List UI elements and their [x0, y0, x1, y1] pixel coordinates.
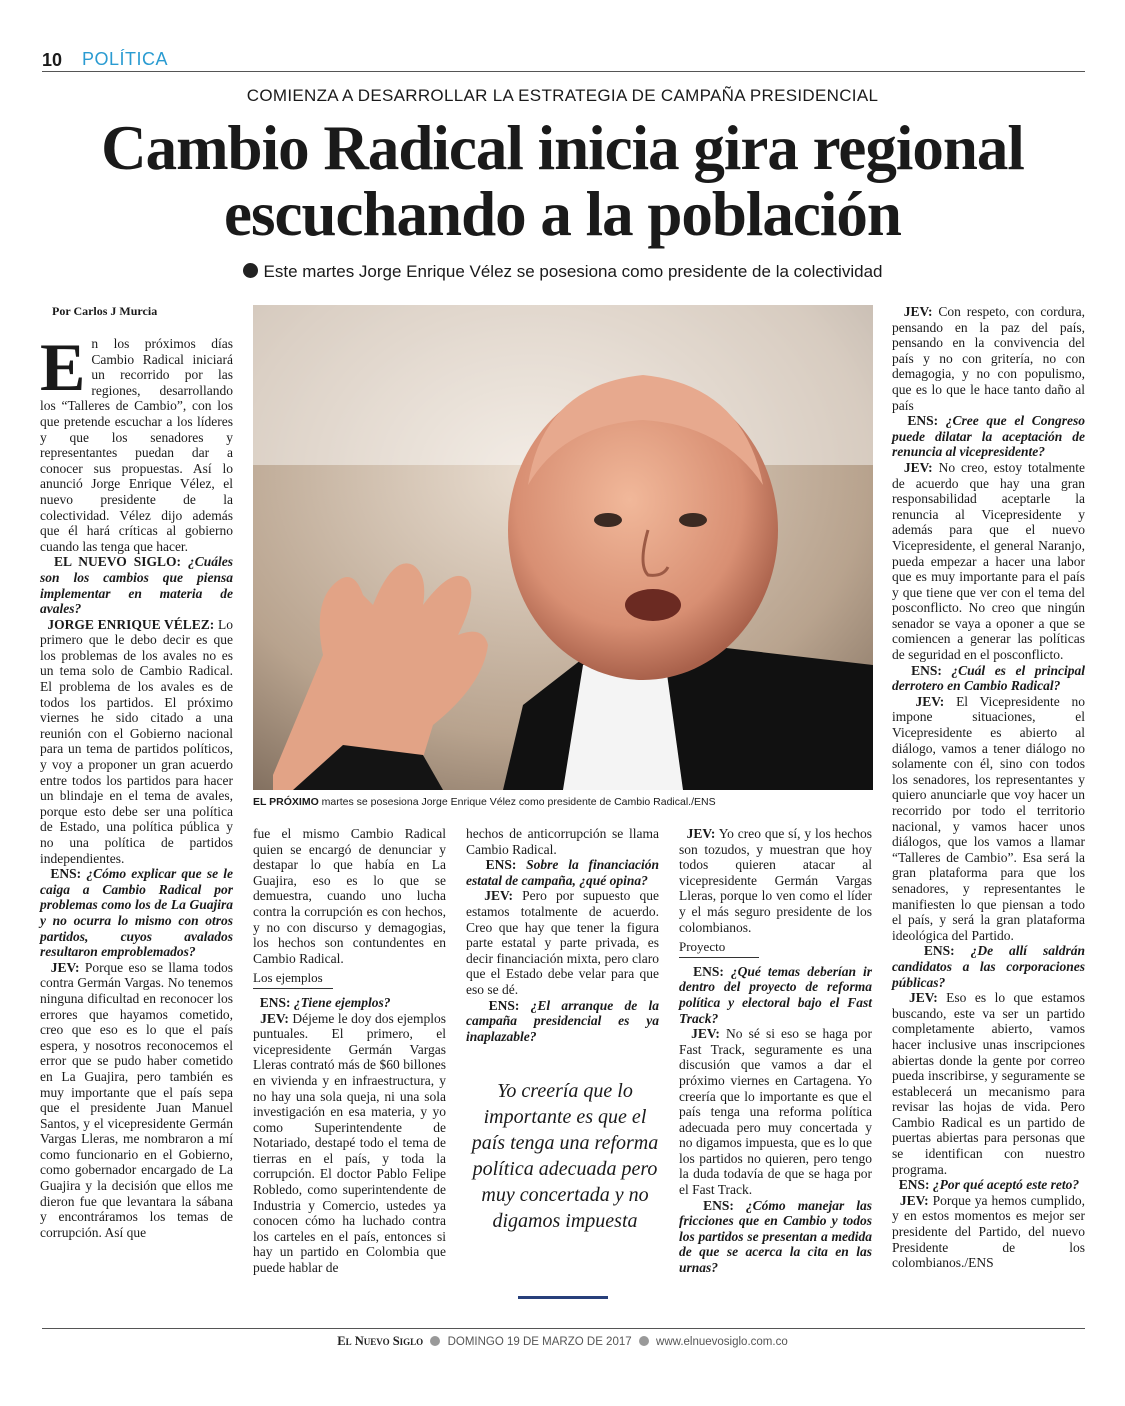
article-photo	[253, 305, 873, 790]
separator-dot-icon	[639, 1336, 649, 1346]
paragraph: hechos de anticorrupción se llama Cambio Radical.	[466, 826, 659, 857]
question: ENS: ¿Cuál es el principal derrotero en Cambio Radical?	[892, 662, 1086, 694]
question: ENS: ¿Cómo explicar que se le caiga a Cambio Radical por problemas como los de La Guajira y no ocurra lo mismo con otros partidos, cuyos avalados resultaron emproblemados?	[40, 866, 234, 960]
headline-line-1: Cambio Radical inicia gira regional	[101, 113, 1024, 183]
question: EL NUEVO SIGLO: ¿Cuáles son los cambios que piensa implementar en materia de avales?	[40, 554, 234, 617]
column-3	[466, 826, 659, 1044]
subsection-title: Los ejemplos	[253, 970, 333, 989]
column-2	[253, 826, 446, 1276]
section-label: POLÍTICA	[82, 49, 169, 69]
question: ENS: ¿El arranque de la campaña presidencial es ya inaplazable?	[466, 997, 660, 1044]
answer: JEV: No sé si eso se haga por Fast Track, seguramente es una discusión que vamos a dar el próximo viernes en Cartagena. Yo creería que lo importante es que el país tenga una reforma política adecuada pero muy concertada y no digamos impuesta, que es lo que los partidos no quieren, pero tengo la duda todavía de que se haga por el Fast Track.	[679, 1026, 873, 1198]
subsection-title: Proyecto	[679, 939, 759, 958]
question: ENS: Sobre la financiación estatal de campaña, ¿qué opina?	[466, 857, 660, 888]
answer: JEV: Déjeme le doy dos ejemplos puntuales. El primero, el vicepresidente Germán Vargas Lleras contrató más de $60 billones en vivienda y en infraestructura, y no hay una sola queja, ni una sola investigación en esa materia, y yo como Superintendente de Notariado, destapé todo el tema de tierras en el país, y toda la corrupción. El doctor Pablo Felipe Robledo, como superintendente de Industria y Comercio, ustedes ya conocen cómo ha luchado contra los carteles en el país, entonces si hay un partido en Colombia que puede hablar de	[253, 1010, 447, 1276]
pull-quote-rule	[518, 1296, 608, 1299]
portrait-image	[253, 305, 873, 790]
footer	[0, 1334, 1125, 1349]
pull-quote: Yo creería que lo importante es que el país tenga una reforma política adecuada pero muy concertada y no digamos impuesta	[471, 1080, 659, 1232]
dropcap: E	[40, 329, 86, 405]
header-rule	[42, 71, 1085, 72]
answer: JEV: No creo, estoy totalmente de acuerdo que hay una gran responsabilidad aceptarle la renuncia al Vicepresidente y además para que el nuevo Vicepresidente, el general Naranjo, pueda empezar a hacer una labor que es muy importante para el país y que tiene que ver con el tema del posconflicto. No creo que ningún senador se vaya a oponer a que se comiencen a generar las políticas de seguridad en el posconflicto.	[892, 459, 1086, 663]
byline: Por Carlos J Murcia	[52, 304, 158, 318]
intro-paragraph: En los próximos días Cambio Radical iniciará un recorrido por las regiones, desarrollando los “Talleres de Cambio”, con los que pretende escuchar a los líderes y que los senadores y representantes puedan dar a conocer sus propuestas. Así lo anunció Jorge Enrique Vélez, el nuevo presidente de la colectividad. Vélez dijo además que él hará críticas al gobierno cuando las tenga que hacer.	[40, 329, 233, 554]
kicker: COMIENZA A DESARROLLAR LA ESTRATEGIA DE CAMPAÑA PRESIDENCIAL	[246, 86, 879, 105]
column-1	[40, 329, 234, 1240]
subhead	[0, 262, 1125, 282]
question: ENS: ¿Tiene ejemplos?	[259, 994, 391, 1010]
question: ENS: ¿Por qué aceptó este reto?	[898, 1177, 1080, 1193]
page-number: 10	[42, 50, 63, 70]
question: ENS: ¿Qué temas deberían ir dentro del proyecto de reforma política y electoral bajo el Fast Track?	[679, 963, 873, 1026]
answer: JORGE ENRIQUE VÉLEZ: Lo primero que le debo decir es que los problemas de los avales no es un tema solo de Cambio Radical. El problema de los avales es de todos los partidos. El próximo viernes he sido citado a una reunión con el Gobierno nacional para un tema de partidos políticos, y voy a proponer un gran acuerdo entre todos los partidos para hacer un blindaje en el tema de avales, porque esto debe ser una política de Estado, una política pública y no una política de partidos independientes.	[40, 616, 234, 866]
question: ENS: ¿De allí saldrán candidatos a las corporaciones públicas?	[892, 943, 1086, 990]
answer: JEV: Porque ya hemos cumplido, y en estos momentos es mejor ser presidente del Partido, del nuevo Presidente de los colombianos./ENS	[892, 1192, 1085, 1271]
answer: JEV: El Vicepresidente no impone situaciones, el Vicepresidente es abierto al diálogo, vamos a tener diálogo no solamente con él, sino con todos los senadores, los representantes y quiero anunciarle que voy hacer un recorrido por todo el territorio nacional, y vamos hacer unos diálogos, que los vamos a llamar “Talleres de Cambio”. Esa será la gran plataforma para que los senadores, y representantes le manifiesten lo que piensan a todo el país, y será la gran plataforma ideológica del Partido.	[892, 693, 1085, 943]
bullet-icon	[243, 263, 258, 278]
answer: JEV: Yo creo que sí, y los hechos son tozudos, y muestran que hoy todos quieren atacar al vicepresidente Germán Vargas Lleras, porque lo ven como el líder y el más seguro presidente de los colombianos.	[679, 826, 873, 935]
footer-rule	[42, 1328, 1085, 1329]
answer: JEV: Porque eso se llama todos contra Germán Vargas. No tenemos ninguna dificultad en reconocer los errores que hayamos cometido, creo que eso es lo que el país espera, y nosotros reconocemos el error que se pudo haber cometido en La Guajira, pero también es muy importante que el país sepa que el presidente Juan Manuel Santos, y el vicepresidente Germán Vargas Lleras, me nombraron a mí como funcionario en el Gobierno, como gobernador encargado de La Guajira y la decisión que ellos me dieron fue que levantara la sábana y encontráramos los temas de corrupción. Así que	[40, 959, 233, 1240]
footer-date: DOMINGO 19 DE MARZO DE 2017	[447, 1336, 632, 1348]
answer: JEV: Pero por supuesto que estamos totalmente de acuerdo. Creo que hay que tener la figura parte estatal y parte privada, es decir financiación mixta, pero claro que el Estado debe velar para que eso se dé.	[466, 888, 659, 997]
headline	[20, 115, 1105, 247]
paragraph: fue el mismo Cambio Radical quien se encargó de denunciar y destapar lo que había en La Guajira, eso es lo que se demuestra, cuando uno lucha contra la corrupción es con hechos, y no con discurso y demagogias, los hechos son contundentes en Cambio Radical.	[253, 826, 446, 966]
question: ENS: ¿Cómo manejar las fricciones que en Cambio y todos los partidos se presentan a medida de que se acerca la cita en las urnas?	[679, 1197, 873, 1276]
footer-brand: El Nuevo Siglo	[337, 1334, 424, 1348]
answer: JEV: Eso es lo que estamos buscando, este va ser un partido completamente abierto, vamos hacer inclusive unas inscripciones abiertas donde la gente por correo pueda inscribirse, y seguramente se establecerá un mecanismo para revisar las hojas de vida. Pero Cambio Radical es un partido de puertas abiertas para personas que se identifican con nuestro programa.	[892, 990, 1086, 1177]
answer: JEV: Con respeto, con cordura, pensando en la paz del país, pensando en la convivencia del país y no con gritería, no con demagogia, y no con populismo, que es lo que le hace tanto daño al país	[892, 304, 1086, 413]
separator-dot-icon	[430, 1336, 440, 1346]
question: ENS: ¿Cree que el Congreso puede dilatar la aceptación de renuncia al vicepresidente?	[892, 413, 1086, 460]
footer-url: www.elnuevosiglo.com.co	[656, 1336, 788, 1348]
headline-line-2: escuchando a la población	[224, 179, 901, 249]
photo-caption: EL PRÓXIMO martes se posesiona Jorge Enrique Vélez como presidente de Cambio Radical./ENS	[253, 796, 716, 808]
column-5	[892, 304, 1085, 1271]
column-4	[679, 826, 872, 1276]
subhead-text: Este martes Jorge Enrique Vélez se posesiona como presidente de la colectividad	[263, 262, 883, 281]
